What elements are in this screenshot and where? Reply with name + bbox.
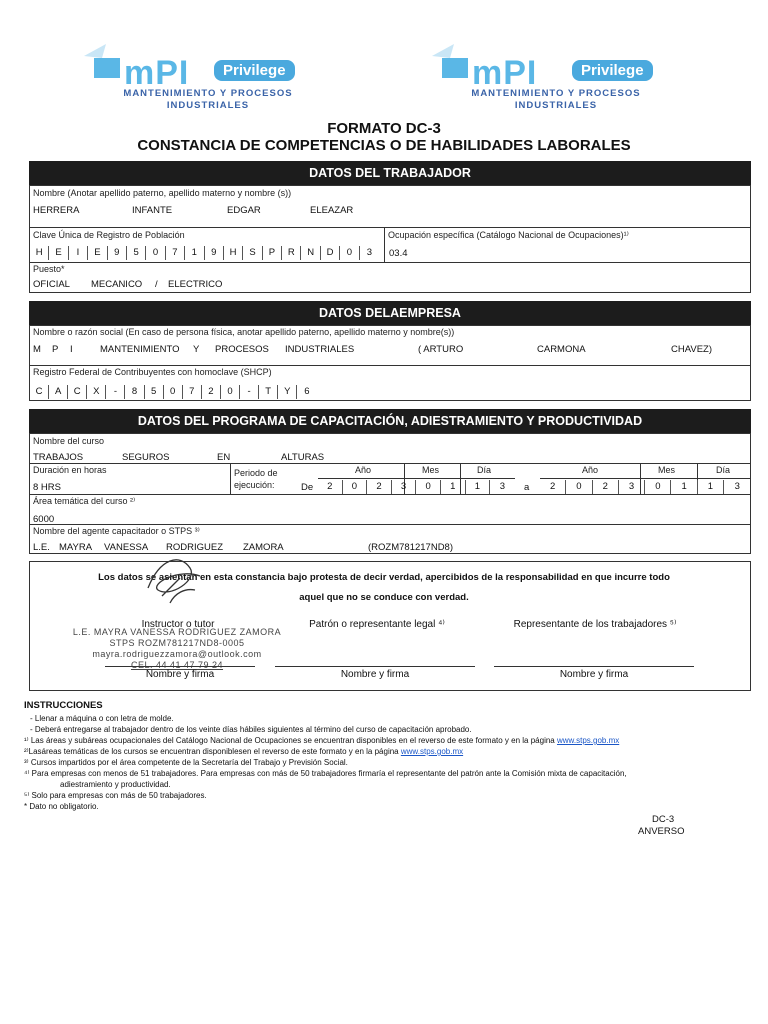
course-label: Nombre del curso (33, 436, 105, 446)
instruction-1: - Llenar a máquina o con letra de molde. (30, 714, 174, 723)
rfc-char: - (240, 385, 259, 399)
logo-badge: Privilege (572, 60, 653, 81)
footer-code: DC-3 (652, 814, 675, 825)
end-date-char: 0 (566, 480, 592, 494)
rfc-char: 5 (145, 385, 164, 399)
company-name-1: M (33, 344, 41, 355)
period-to-label: a (524, 482, 530, 493)
end-date-char: 2 (540, 480, 566, 494)
occupation-label: Ocupación específica (Catálogo Nacional de Ocupaciones)¹⁾ (388, 230, 629, 240)
course-4: ALTURAS (281, 452, 325, 463)
logo-brand: mPI (472, 54, 538, 92)
curp-char: H (30, 246, 49, 260)
curp-char: H (224, 246, 243, 260)
period-label-1: Periodo de (234, 468, 278, 478)
duration-value: 8 HRS (33, 482, 61, 493)
rfc-char: 8 (125, 385, 144, 399)
company-name-4: MANTENIMIENTO (100, 344, 180, 355)
end-date-char: 3 (734, 481, 740, 492)
workers-rep-label: Representante de los trabajadores ⁵⁾ (513, 619, 677, 630)
rfc-label: Registro Federal de Contribuyentes con homoclave (SHCP) (33, 367, 272, 377)
rfc-char: X (87, 385, 106, 399)
company-logo-left (84, 44, 324, 114)
curp-char: 0 (146, 246, 165, 260)
company-name-6: PROCESOS (215, 344, 269, 355)
employer-label: Patrón o representante legal ⁴⁾ (309, 619, 445, 630)
start-date-char: 0 (343, 480, 368, 494)
end-date-char: 0 (645, 480, 671, 494)
start-date-field (318, 480, 515, 494)
instructions-title: INSTRUCCIONES (24, 700, 103, 711)
section-header-worker: DATOS DEL TRABAJADOR (29, 161, 751, 185)
position-1: OFICIAL (33, 279, 70, 290)
agent-6: (ROZM781217ND8) (368, 542, 453, 553)
rfc-char: 2 (202, 385, 221, 399)
agent-2: MAYRA (59, 542, 93, 553)
curp-field (30, 246, 379, 260)
start-date-char: 1 (441, 480, 466, 494)
end-month-header: Mes (658, 465, 676, 475)
agent-4: RODRIGUEZ (166, 542, 223, 553)
section-header-company: DATOS DELAEMPRESA (29, 301, 751, 325)
worker-name-label: Nombre (Anotar apellido paterno, apellido materno y nombre (s)) (33, 188, 292, 198)
rfc-char: T (259, 385, 278, 399)
position-3: / (155, 279, 158, 290)
curp-char: 9 (205, 246, 224, 260)
end-date-char: 1 (671, 480, 697, 494)
rfc-char: A (49, 385, 68, 399)
instruction-7: adiestramiento y productividad. (60, 780, 171, 789)
curp-char: E (49, 246, 68, 260)
instructor-label: Instructor o tutor (141, 619, 215, 630)
instruction-4: ²⁾Lasáreas temáticas de los cursos se encuentran disponiblesen el reverso de este formato y en la página www.stps.gob.mx (24, 747, 464, 756)
worker-name-3: EDGAR (227, 205, 261, 216)
end-day-header: Día (716, 465, 731, 475)
curp-char: P (263, 246, 282, 260)
instructor-sign-label: Nombre y firma (145, 669, 215, 680)
instruction-6: ⁴⁾ Para empresas con menos de 51 trabajadores. Para empresas con más de 50 trabajadores firmaría el representante del patrón ante la Comisión mixta de capacitación, (24, 769, 627, 778)
logo-badge: Privilege (214, 60, 295, 81)
instruction-2: - Deberá entregarse al trabajador dentro de los veinte días hábiles siguientes al término del curso de capacitación aprobado. (30, 725, 472, 734)
worker-name-2: INFANTE (132, 205, 173, 216)
position-label: Puesto* (33, 264, 65, 274)
course-2: SEGUROS (122, 452, 170, 463)
instructor-stamp: L.E. MAYRA VANESSA RODRIGUEZ ZAMORA STPS ROZM781217ND8-0005 mayra.rodriguezzamora@outlook.com CEL. 44 41 47 79 24 (72, 627, 282, 670)
form-subtitle: CONSTANCIA DE COMPETENCIAS O DE HABILIDADES LABORALES (137, 137, 631, 154)
rfc-char: Y (278, 385, 297, 399)
agent-label: Nombre del agente capacitador o STPS ³⁾ (33, 526, 200, 536)
logo-subtitle: MANTENIMIENTO Y PROCESOS INDUSTRIALES (123, 88, 293, 111)
declaration-line-1: Los datos se asientan en esta constancia bajo protesta de decir verdad, apercibidos de la responsabilidad en que incurre todo (98, 572, 670, 583)
start-year-header: Año (355, 465, 372, 475)
curp-char: 3 (366, 247, 372, 258)
company-logo-right (432, 44, 672, 114)
start-month-header: Mes (422, 465, 440, 475)
curp-char: S (243, 246, 262, 260)
instruction-3: ¹⁾ Las áreas y subáreas ocupacionales del Catálogo Nacional de Ocupaciones se encuentran disponibles en el reverso de este formato y en la página www.stps.gob.mx (24, 736, 620, 745)
curp-char: 5 (127, 246, 146, 260)
agent-5: ZAMORA (243, 542, 284, 553)
worker-name-1: HERRERA (33, 205, 80, 216)
stps-link-2[interactable]: www.stps.gob.mx (400, 747, 464, 756)
area-value: 6000 (33, 514, 55, 525)
curp-char: D (321, 246, 340, 260)
agent-1: L.E. (33, 542, 50, 553)
curp-char: I (69, 246, 88, 260)
logo-subtitle: MANTENIMIENTO Y PROCESOS INDUSTRIALES (471, 88, 641, 111)
end-date-char: 3 (619, 480, 645, 494)
instruction-5: ³⁾ Cursos impartidos por el área competente de la Secretaría del Trabajo y Previsión Social. (24, 758, 348, 767)
rfc-char: C (30, 385, 49, 399)
position-2: MECANICO (91, 279, 143, 290)
end-date-char: 2 (593, 480, 619, 494)
instruction-8: ⁵⁾ Solo para empresas con más de 50 trabajadores. (24, 791, 207, 800)
company-name-8: ( ARTURO (418, 344, 464, 355)
start-day-header: Día (477, 465, 492, 475)
duration-label: Duración en horas (33, 465, 107, 475)
rfc-char: - (106, 385, 125, 399)
curp-char: E (88, 246, 107, 260)
position-4: ELECTRICO (168, 279, 223, 290)
curp-char: 7 (166, 246, 185, 260)
form-title: FORMATO DC-3 (327, 120, 441, 137)
rfc-char: 7 (183, 385, 202, 399)
rfc-char: 0 (164, 385, 183, 399)
area-label: Área temática del curso ²⁾ (33, 496, 136, 506)
start-date-char: 0 (416, 480, 441, 494)
declaration-line-2: aquel que no se conduce con verdad. (299, 592, 469, 603)
curp-label: Clave Única de Registro de Población (33, 230, 185, 240)
curp-char: R (282, 246, 301, 260)
end-date-char: 1 (698, 480, 724, 494)
start-date-char: 3 (392, 480, 417, 494)
company-name-3: I (70, 344, 73, 355)
occupation-value: 03.4 (389, 248, 408, 259)
rfc-field (30, 385, 316, 399)
company-name-label: Nombre o razón social (En caso de persona física, anotar apellido paterno, apellido materno y nombre(s)) (33, 327, 455, 337)
company-name-7: INDUSTRIALES (285, 344, 355, 355)
agent-3: VANESSA (104, 542, 149, 553)
section-header-program: DATOS DEL PROGRAMA DE CAPACITACIÓN, ADIESTRAMIENTO Y PRODUCTIVIDAD (29, 409, 751, 433)
logo-brand: mPI (124, 54, 190, 92)
period-from-label: De (301, 482, 314, 493)
curp-char: 1 (185, 246, 204, 260)
stps-link-1[interactable]: www.stps.gob.mx (556, 736, 620, 745)
curp-char: 9 (108, 246, 127, 260)
start-date-char: 3 (499, 481, 506, 492)
rfc-char: C (68, 385, 87, 399)
company-name-2: P (52, 344, 59, 355)
period-label-2: ejecución: (234, 480, 275, 490)
course-3: EN (217, 452, 231, 463)
workers-sign-label: Nombre y firma (559, 669, 629, 680)
employer-sign-label: Nombre y firma (340, 669, 410, 680)
instruction-9: * Dato no obligatorio. (24, 802, 99, 811)
rfc-char: 6 (304, 386, 310, 397)
worker-name-4: ELEAZAR (310, 205, 354, 216)
start-date-char: 1 (466, 480, 491, 494)
company-name-10: CHAVEZ) (671, 344, 712, 355)
course-1: TRABAJOS (33, 452, 84, 463)
curp-char: 0 (340, 246, 359, 260)
company-name-5: Y (193, 344, 200, 355)
curp-char: N (301, 246, 320, 260)
end-year-header: Año (582, 465, 599, 475)
end-date-field (540, 480, 750, 494)
footer-side: ANVERSO (638, 826, 685, 837)
company-name-9: CARMONA (537, 344, 586, 355)
start-date-char: 2 (318, 480, 343, 494)
signature-scribble-icon (140, 548, 210, 608)
start-date-char: 2 (367, 480, 392, 494)
rfc-char: 0 (221, 385, 240, 399)
